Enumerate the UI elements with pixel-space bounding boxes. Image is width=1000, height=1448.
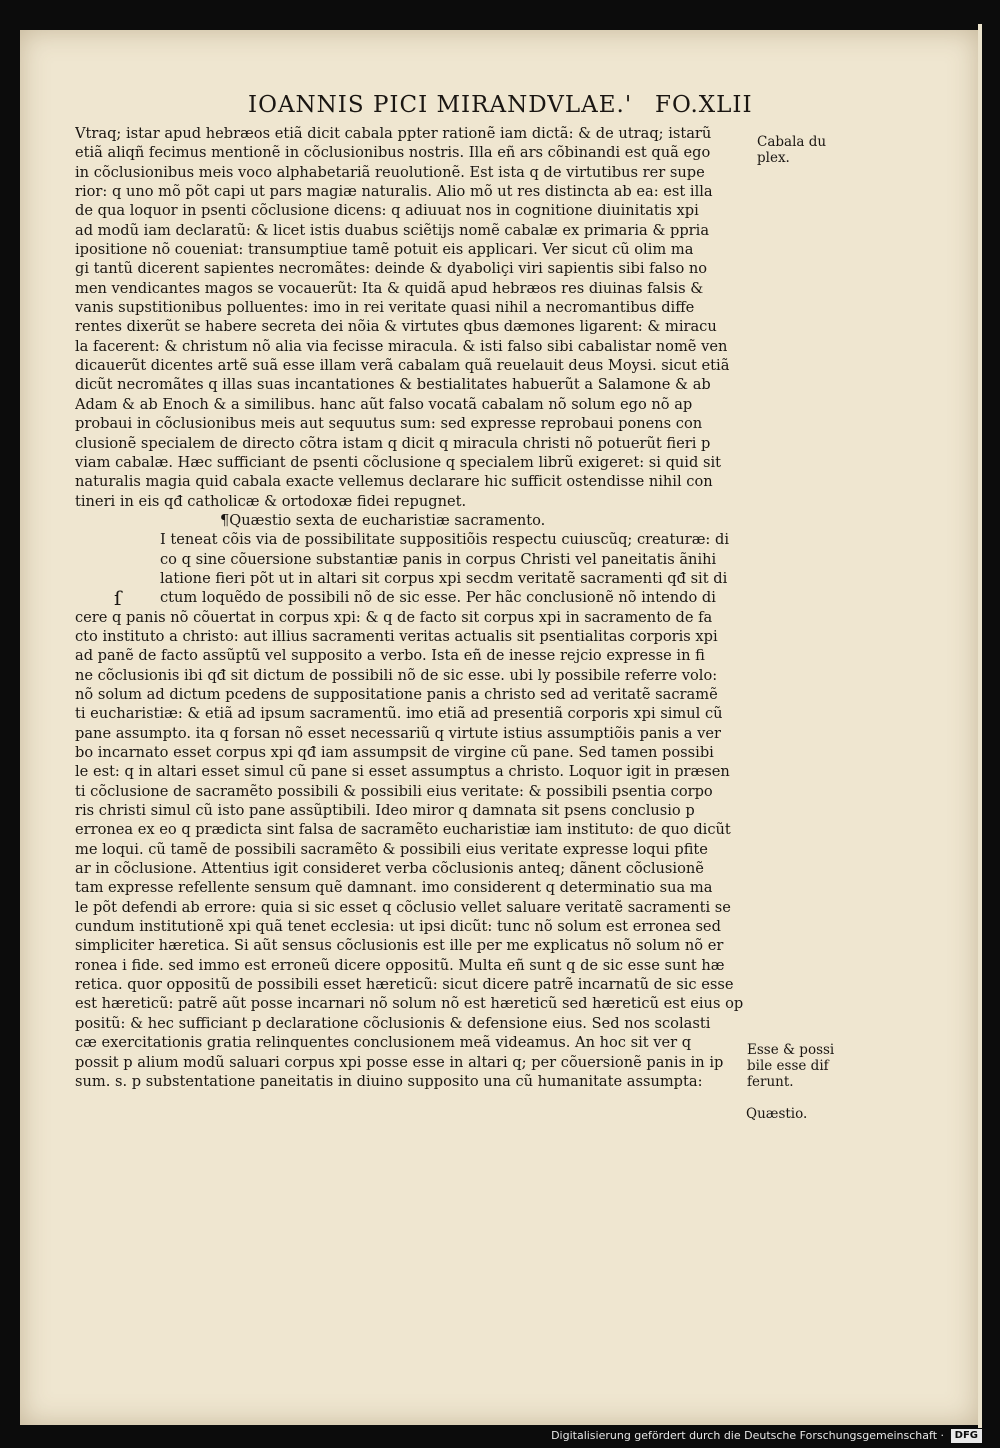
- initial-space-mark: ſ: [114, 586, 122, 610]
- text-line: ris christi simul cũ isto pane assũptibili. Ideo miror q damnata sit psens conclusio p: [75, 802, 695, 820]
- text-line: positũ: & hec sufficiant p declaratione cõclusionis & defensione eius. Sed nos scolasti: [75, 1014, 711, 1032]
- text-line: le est: q in altari esset simul cũ pane si esset assumptus a christo. Loquor igit in præsen: [75, 763, 730, 781]
- text-line: clusionẽ specialem de directo cõtra istam q dicit q miracula christi nõ potuerũt fieri p: [75, 434, 711, 452]
- text-line: vanis supstitionibus polluentes: imo in rei veritate quasi nihil a necromantibus diffe: [75, 299, 695, 317]
- text-line: ronea i fide. sed immo est erroneũ dicere oppositũ. Multa eñ sunt q de sic esse sunt hæ: [75, 956, 725, 974]
- text-line: bo incarnato esset corpus xpi qđ iam assumpsit de virgine cũ pane. Sed tamen possibi: [75, 744, 714, 761]
- text-line: retica. quor oppositũ de possibili esset hæreticũ: sicut dicere patrẽ incarnatũ de sic esse: [75, 976, 734, 994]
- text-line: la facerent: & christum nõ alia via fecisse miracula. & isti falso sibi cabalistar nomẽ ven: [75, 337, 728, 355]
- text-line: cto instituto a christo: aut illius sacramenti veritas actualis sit psentialitas corporis xpi: [75, 627, 718, 645]
- running-title: IOANNIS PICI MIRANDVLAE.': [248, 92, 633, 118]
- text-line: cæ exercitationis gratia relinquentes conclusionem meã videamus. An hoc sit ver q: [75, 1034, 692, 1052]
- text-line: gi tantũ dicerent sapientes necromãtes: deinde & dyaboliçi viri sapientis sibi falso no: [75, 260, 708, 278]
- text-line: rior: q uno mõ põt capi ut pars magiæ naturalis. Alio mõ ut res distincta ab ea: est illa: [75, 183, 713, 201]
- text-line: ad panẽ de facto assũptũ vel supposito a verbo. Ista eñ de inesse rejcio expresse in fi: [75, 647, 705, 665]
- text-line: rentes dixerũt se habere secreta dei nõia & virtutes qbus dæmones ligarent: & miracu: [75, 318, 717, 336]
- margin-note-quaestio: Quæstio.: [746, 1106, 808, 1122]
- text-line: cere q panis nõ cõuertat in corpus xpi: & q de facto sit corpus xpi in sacramento de fa: [75, 608, 713, 626]
- body-text: [75, 124, 755, 1091]
- text-line: le põt defendi ab errore: quia si sic esset q cõclusio vellet saluare veritatẽ sacramenti se: [75, 898, 731, 916]
- text-line: dicauerũt dicentes artẽ suã esse illam verã cabalam quã reuelauit deus Moysi. sicut etiã: [75, 357, 730, 375]
- text-line: etiã aliqñ fecimus mentionẽ in cõclusionibus nostris. Illa eñ ars cõbinandi est quã ego: [75, 144, 711, 162]
- text-line: ipositione nõ coueniat: transumptiue tamẽ potuit eis applicari. Ver sicut cũ olim ma: [75, 241, 694, 259]
- text-line: me loqui. cũ tamẽ de possibili sacramẽto & possibili eius veritate expresse loqui pfite: [75, 840, 708, 858]
- text-line: nõ solum ad dictum pcedens de suppositatione panis a christo sed ad veritatẽ sacramẽ: [75, 685, 718, 703]
- folio-number: FO.XLII: [655, 92, 753, 118]
- text-line: dicũt necromãtes q illas suas incantationes & bestialitates habuerũt a Salamone & ab: [75, 376, 711, 394]
- text-line: probaui in cõclusionibus meis aut sequutus sum: sed expresse reprobaui ponens con: [75, 415, 703, 433]
- text-line: naturalis magia quid cabala exacte vellemus declarare hic sufficit ostendisse nihil con: [75, 473, 713, 491]
- text-line: ad modũ iam declaratũ: & licet istis duabus sciẽtijs nomẽ cabalæ ex primaria & ppria: [75, 221, 710, 239]
- text-line: co q sine cõuersione substantiæ panis in corpus Christi vel paneitatis ãnihi: [160, 550, 717, 568]
- dfg-logo: DFG: [951, 1429, 982, 1443]
- text-line: Adam & ab Enoch & a similibus. hanc aũt falso vocatã cabalam nõ solum ego nõ ap: [75, 395, 693, 413]
- text-line: viam cabalæ. Hæc sufficiant de psenti cõclusione q specialem librũ exigeret: si quid sit: [75, 453, 721, 471]
- text-line: ti eucharistiæ: & etiã ad ipsum sacramentũ. imo etiã ad presentiã corporis xpi simul cũ: [75, 705, 723, 723]
- text-line: ar in cõclusione. Attentius igit consideret verba cõclusionis anteq; dãnent cõclusionẽ: [75, 860, 704, 878]
- text-line: tam expresse refellente sensum quẽ damnant. imo considerent q determinatio sua ma: [75, 879, 713, 897]
- text-line: sum. s. p substentatione paneitatis in diuino supposito una cũ humanitate assumpta:: [75, 1072, 703, 1090]
- text-line: ctum loquẽdo de possibili nõ de sic esse. Per hãc conclusionẽ nõ intendo di: [160, 589, 716, 607]
- margin-note-esse: Esse & possi bile esse dif ferunt.: [747, 1042, 835, 1090]
- text-line: est hæreticũ: patrẽ aũt posse incarnari nõ solum nõ est hæreticũ sed hæreticũ est eius op: [75, 995, 744, 1013]
- text-line: men vendicantes magos se vocauerũt: Ita & quidã apud hebræos res diuinas falsis &: [75, 279, 704, 297]
- text-line: tineri in eis qđ catholicæ & ortodoxæ fidei repugnet.: [75, 492, 467, 510]
- text-line: possit p alium modũ saluari corpus xpi posse esse in altari q; per cõuersionẽ panis in ip: [75, 1053, 724, 1071]
- page-edge: [978, 24, 982, 1428]
- text-line: cundum institutionẽ xpi quã tenet ecclesia: ut ipsi dicũt: tunc nõ solum est erronea sed: [75, 918, 721, 936]
- text-line: de qua loquor in psenti cõclusione dicens: q adiuuat nos in cognitione diuinitatis xpi: [75, 202, 699, 220]
- text-line: erronea ex eo q prædicta sint falsa de sacramẽto eucharistiæ iam instituto: de quo dicũt: [75, 821, 731, 839]
- text-line: Vtraq; istar apud hebræos etiã dicit cabala ppter rationẽ iam dictã: & de utraq; istarũ: [75, 125, 712, 142]
- text-line: ne cõclusionis ibi qđ sit dictum de possibili nõ de sic esse. ubi ly possibile referre volo:: [75, 666, 718, 684]
- text-line: simpliciter hæretica. Si aũt sensus cõclusionis est ille per me explicatus nõ solum nõ er: [75, 937, 724, 955]
- text-line: in cõclusionibus meis voco alphabetariã reuolutionẽ. Est ista q de virtutibus rer supe: [75, 163, 705, 181]
- text-line: I teneat cõis via de possibilitate suppositiõis respectu cuiuscũq; creaturæ: di: [160, 531, 729, 549]
- text-line: latione fieri põt ut in altari sit corpus xpi secdm veritatẽ sacramenti qđ sit di: [160, 569, 728, 587]
- text-line: pane assumpto. ita q forsan nõ esset necessariũ q virtute istius assumptiõis panis a ver: [75, 724, 721, 742]
- margin-note-cabala: Cabala du plex.: [757, 134, 827, 166]
- footer-credit: Digitalisierung gefördert durch die Deutsche Forschungsgemeinschaft ·: [551, 1429, 944, 1442]
- text-line: ti cõclusione de sacramẽto possibili & possibili eius veritate: & possibili psentia corpo: [75, 782, 713, 800]
- section-heading: ¶Quæstio sexta de eucharistiæ sacramento.: [220, 511, 546, 529]
